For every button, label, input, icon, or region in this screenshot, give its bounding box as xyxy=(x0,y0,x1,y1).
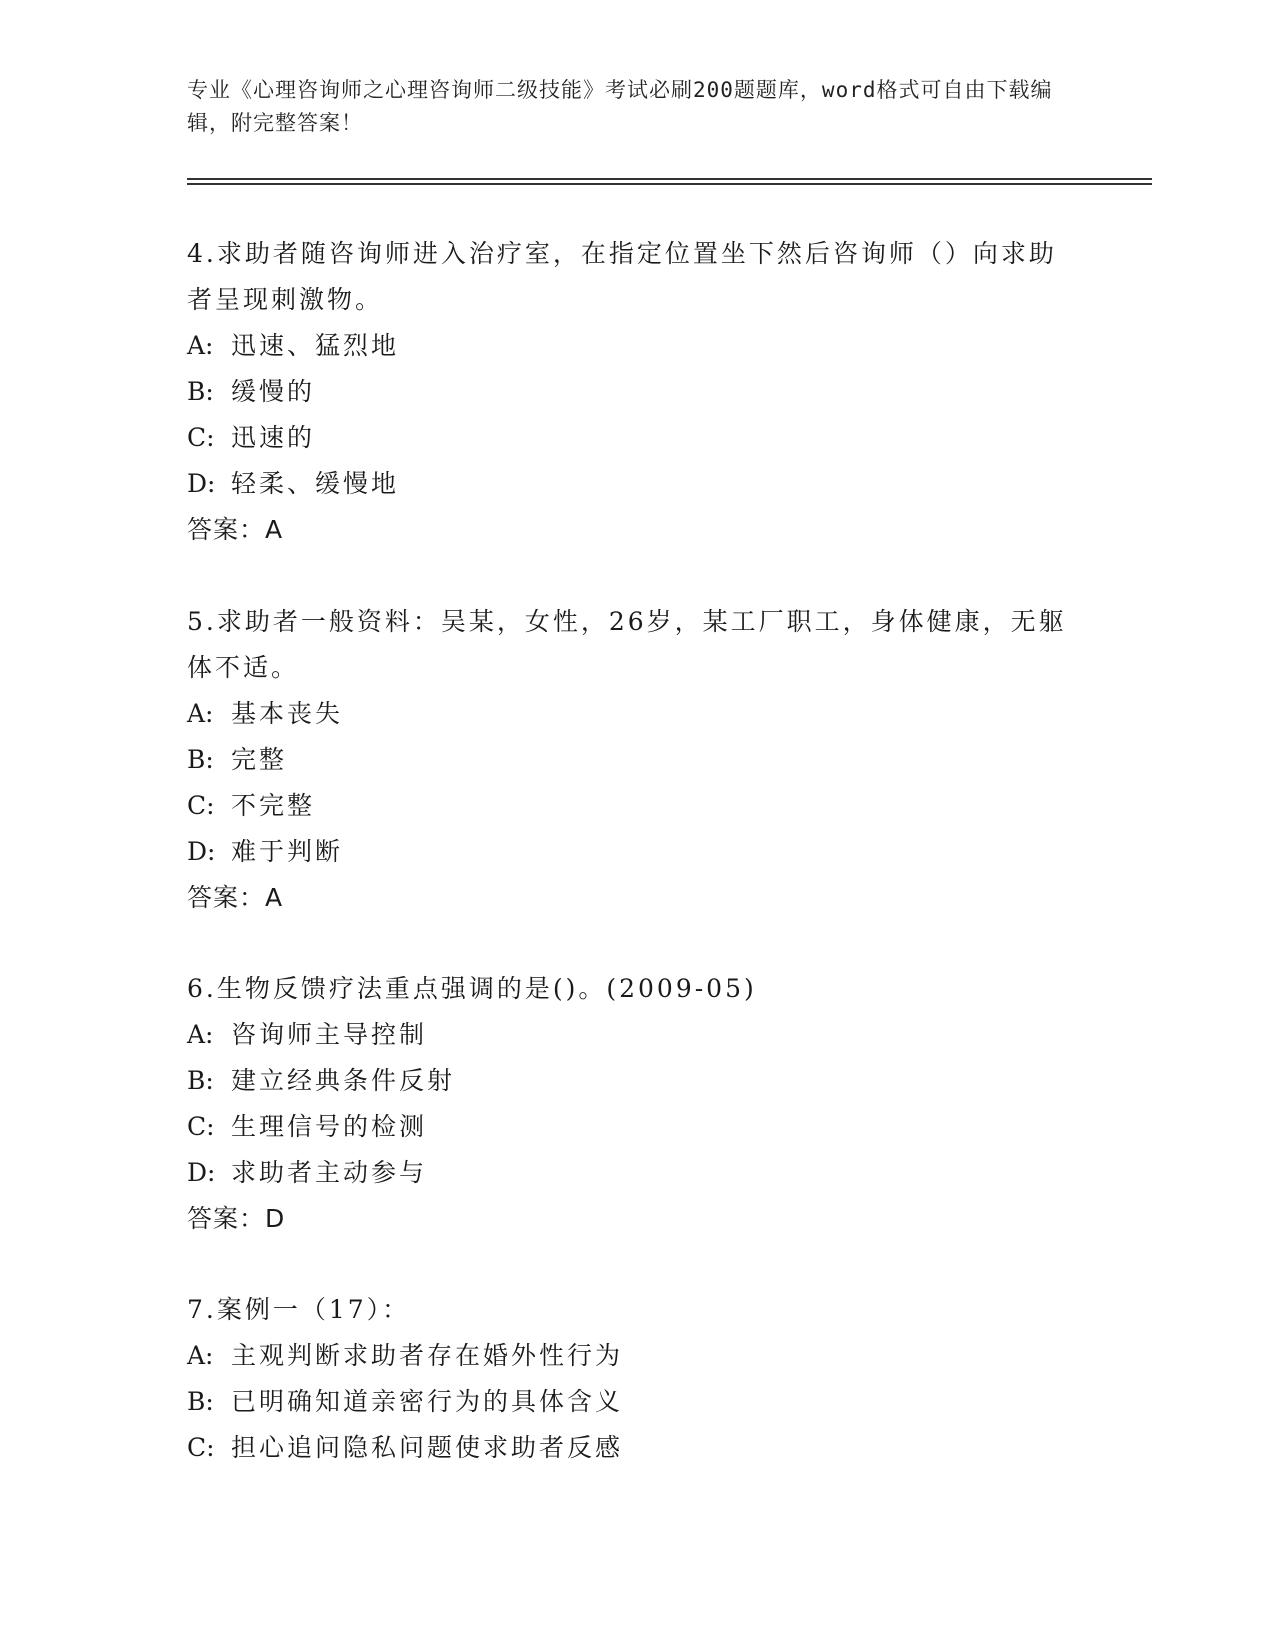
option-key: D: xyxy=(187,469,216,498)
option-text: 担心追问隐私问题使求助者反感 xyxy=(231,1433,624,1462)
option-text: 轻柔、缓慢地 xyxy=(231,469,400,498)
option-c xyxy=(187,1425,1067,1471)
answer-line: 答案：A xyxy=(187,883,284,912)
option-a xyxy=(187,1333,1067,1379)
question-stem: 4.求助者随咨询师进入治疗室，在指定位置坐下然后咨询师（）向求助者呈现刺激物。 xyxy=(187,239,1057,314)
question-stem: 5.求助者一般资料：吴某，女性，26岁，某工厂职工，身体健康，无躯体不适。 xyxy=(187,607,1067,682)
option-key: D: xyxy=(187,1158,216,1187)
option-text: 建立经典条件反射 xyxy=(231,1066,456,1095)
option-text: 完整 xyxy=(231,745,288,774)
option-key: C: xyxy=(187,423,215,452)
option-text: 迅速的 xyxy=(231,423,316,452)
option-b xyxy=(187,1379,1067,1425)
option-d xyxy=(187,829,1067,875)
option-text: 求助者主动参与 xyxy=(231,1158,428,1187)
option-key: C: xyxy=(187,1433,215,1462)
question-stem: 6.生物反馈疗法重点强调的是()。(2009-05) xyxy=(187,974,757,1003)
document-header: 专业《心理咨询师之心理咨询师二级技能》考试必刷200题题库，word格式可自由下载编辑，附完整答案！ xyxy=(187,78,1053,135)
option-text: 迅速、猛烈地 xyxy=(231,331,400,360)
option-key: A: xyxy=(187,1020,214,1049)
header-divider-top xyxy=(187,178,1152,180)
question-5 xyxy=(187,599,1067,921)
option-text: 生理信号的检测 xyxy=(231,1112,428,1141)
option-key: B: xyxy=(187,377,214,406)
option-b xyxy=(187,737,1067,783)
option-text: 不完整 xyxy=(231,791,316,820)
option-a xyxy=(187,691,1067,737)
option-b xyxy=(187,1058,1067,1104)
option-text: 缓慢的 xyxy=(231,377,316,406)
option-b xyxy=(187,369,1067,415)
option-key: C: xyxy=(187,791,215,820)
option-text: 难于判断 xyxy=(231,837,344,866)
option-c xyxy=(187,1104,1067,1150)
option-text: 主观判断求助者存在婚外性行为 xyxy=(231,1341,624,1370)
option-a xyxy=(187,1012,1067,1058)
option-a xyxy=(187,323,1067,369)
answer-line: 答案：A xyxy=(187,515,284,544)
option-text: 已明确知道亲密行为的具体含义 xyxy=(231,1387,624,1416)
option-text: 咨询师主导控制 xyxy=(231,1020,428,1049)
answer-line: 答案：D xyxy=(187,1204,286,1233)
question-6 xyxy=(187,966,1067,1242)
option-key: A: xyxy=(187,331,214,360)
header-divider-bottom xyxy=(187,183,1152,185)
option-key: B: xyxy=(187,1387,214,1416)
option-key: D: xyxy=(187,837,216,866)
option-text: 基本丧失 xyxy=(231,699,344,728)
option-key: A: xyxy=(187,699,214,728)
option-c xyxy=(187,783,1067,829)
option-key: B: xyxy=(187,745,214,774)
option-key: B: xyxy=(187,1066,214,1095)
option-key: C: xyxy=(187,1112,215,1141)
option-d xyxy=(187,461,1067,507)
question-4 xyxy=(187,231,1067,553)
option-key: A: xyxy=(187,1341,214,1370)
question-7 xyxy=(187,1287,1067,1471)
question-stem: 7.案例一（17）： xyxy=(187,1295,411,1324)
option-d xyxy=(187,1150,1067,1196)
option-c xyxy=(187,415,1067,461)
